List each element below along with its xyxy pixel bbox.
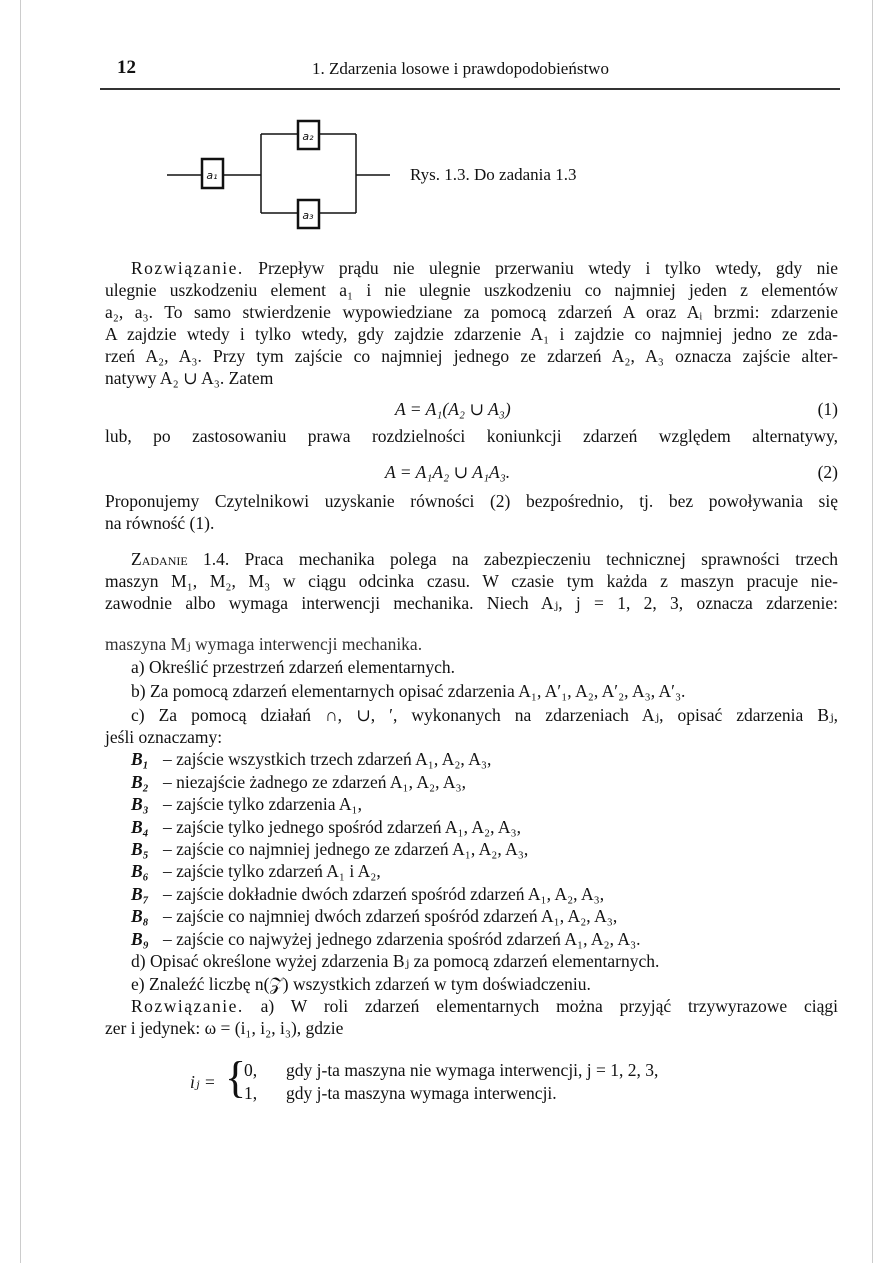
event-symbol: B₄ (131, 817, 149, 837)
case-value: 1, (244, 1083, 258, 1103)
event-item (131, 860, 864, 882)
paragraph-line: A zajdzie wtedy i tylko wtedy, gdy zajdzie zdarzenie A₁ i zajdzie co najmniej jedno ze zda- (105, 324, 838, 344)
paragraph-line: lub, po zastosowaniu prawa rozdzielności koniunkcji zdarzeń względem alternatywy, (105, 426, 838, 446)
text: Przepływ prądu nie ulegnie przerwaniu wtedy i tylko wtedy, gdy nie (258, 258, 838, 278)
event-description: – niezajście żadnego ze zdarzeń A₁, A₂, A₃, (163, 772, 467, 792)
event-symbol: B₇ (131, 884, 149, 904)
circuit-diagram (0, 0, 893, 260)
event-description: – zajście wszystkich trzech zdarzeń A₁, A₂, A₃, (163, 749, 492, 769)
equation-1: A = A₁(A₂ ∪ A₃) (395, 399, 511, 419)
paragraph-line (131, 995, 838, 1017)
task-label: Zadanie 1.4. (131, 549, 230, 569)
equation-2-number: (2) (817, 462, 838, 482)
event-description: – zajście tylko jednego spośród zdarzeń A₁, A₂, A₃, (163, 817, 522, 837)
paragraph-line (131, 257, 838, 279)
task-part-c: c) Za pomocą działań ∩, ∪, ′, wykonanych na zdarzeniach Aⱼ, opisać zdarzenia Bⱼ, (131, 705, 838, 725)
event-symbol: B₈ (131, 906, 149, 926)
case-value: 0, (244, 1060, 258, 1080)
event-symbol: B₃ (131, 794, 149, 814)
event-item (131, 883, 864, 905)
paragraph-line: natywy A₂ ∪ A₃. Zatem (105, 368, 274, 388)
paragraph-line: rzeń A₂, A₃. Przy tym zajście co najmniej jednego ze zdarzeń A₂, A₃ oznacza zajście alter- (105, 346, 838, 366)
event-item (131, 793, 864, 815)
event-description: – zajście tylko zdarzeń A₁ i A₂, (163, 861, 381, 881)
event-item (131, 905, 864, 927)
paragraph-line: Proponujemy Czytelnikowi uzyskanie równości (2) bezpośrednio, tj. bez powoływania się (105, 491, 838, 511)
task-part-d: d) Opisać określone wyżej zdarzenia Bⱼ za pomocą zdarzeń elementarnych. (131, 951, 660, 971)
event-symbol: B₁ (131, 749, 149, 769)
label-a2: a₂ (302, 130, 314, 143)
cases-brace: { (225, 1053, 247, 1102)
event-item (131, 838, 864, 860)
paragraph-line (131, 548, 838, 570)
task-part-a: a) Określić przestrzeń zdarzeń elementarnych. (131, 657, 456, 677)
event-item (131, 928, 864, 950)
event-symbol: B₆ (131, 861, 149, 881)
event-item (131, 748, 864, 770)
event-item (131, 816, 864, 838)
label-a3: a₃ (302, 209, 314, 222)
event-description: – zajście dokładnie dwóch zdarzeń spośród zdarzeń A₁, A₂, A₃, (163, 884, 605, 904)
event-item (131, 771, 864, 793)
cases-lhs: iⱼ = (190, 1072, 216, 1092)
paragraph-line: zawodnie albo wymaga interwencji mechanika. Niech Aⱼ, j = 1, 2, 3, oznacza zdarzenie: (105, 593, 838, 613)
event-description: – zajście tylko zdarzenia A₁, (163, 794, 363, 814)
solution-heading: Rozwiązanie. (131, 258, 244, 278)
event-symbol: B₂ (131, 772, 149, 792)
paragraph-line: na równość (1). (105, 513, 215, 533)
equation-2: A = A₁A₂ ∪ A₁A₃. (385, 462, 511, 482)
paragraph-line: maszyna Mⱼ wymaga interwencji mechanika. (105, 634, 423, 654)
case-row (244, 1059, 893, 1081)
event-description: – zajście co najmniej dwóch zdarzeń spośród zdarzeń A₁, A₂, A₃, (163, 906, 618, 926)
task-part-b: b) Za pomocą zdarzeń elementarnych opisać zdarzenia A₁, A′₁, A₂, A′₂, A₃, A′₃. (131, 681, 686, 701)
paragraph-line: a₂, a₃. To samo stwierdzenie wypowiedziane za pomocą zdarzeń A oraz Aᵢ brzmi: zdarzenie (105, 302, 838, 322)
event-symbol: B₅ (131, 839, 149, 859)
running-header: 1. Zdarzenia losowe i prawdopodobieństwo (312, 59, 609, 78)
text: a) W roli zdarzeń elementarnych można przyjąć trzywyrazowe ciągi (260, 996, 838, 1016)
task-part-e: e) Znaleźć liczbę n(𝒵) wszystkich zdarzeń w tym doświadczeniu. (131, 974, 591, 994)
event-description: – zajście co najwyżej jednego zdarzenia spośród zdarzeń A₁, A₂, A₃. (163, 929, 641, 949)
label-a1: a₁ (206, 169, 218, 182)
figure-caption: Rys. 1.3. Do zadania 1.3 (410, 165, 577, 184)
event-symbol: B₉ (131, 929, 149, 949)
solution-heading: Rozwiązanie. (131, 996, 244, 1016)
paragraph-line: zer i jedynek: ω = (i₁, i₂, i₃), gdzie (105, 1018, 344, 1038)
case-condition: gdy j-ta maszyna nie wymaga interwencji, j = 1, 2, 3, (286, 1060, 659, 1080)
event-description: – zajście co najmniej jednego ze zdarzeń A₁, A₂, A₃, (163, 839, 529, 859)
paragraph-line: jeśli oznaczamy: (105, 727, 223, 747)
page-number: 12 (117, 57, 136, 78)
paragraph-line: ulegnie uszkodzeniu element a₁ i nie ulegnie uszkodzeniu co najmniej jeden z elementów (105, 280, 838, 300)
case-condition: gdy j-ta maszyna wymaga interwencji. (286, 1083, 557, 1103)
text: Praca mechanika polega na zabezpieczeniu technicznej sprawności trzech (244, 549, 838, 569)
equation-1-number: (1) (817, 399, 838, 419)
case-row (244, 1082, 893, 1104)
paragraph-line: maszyn M₁, M₂, M₃ w ciągu odcinka czasu. W czasie tym każda z maszyn pracuje nie- (105, 571, 838, 591)
